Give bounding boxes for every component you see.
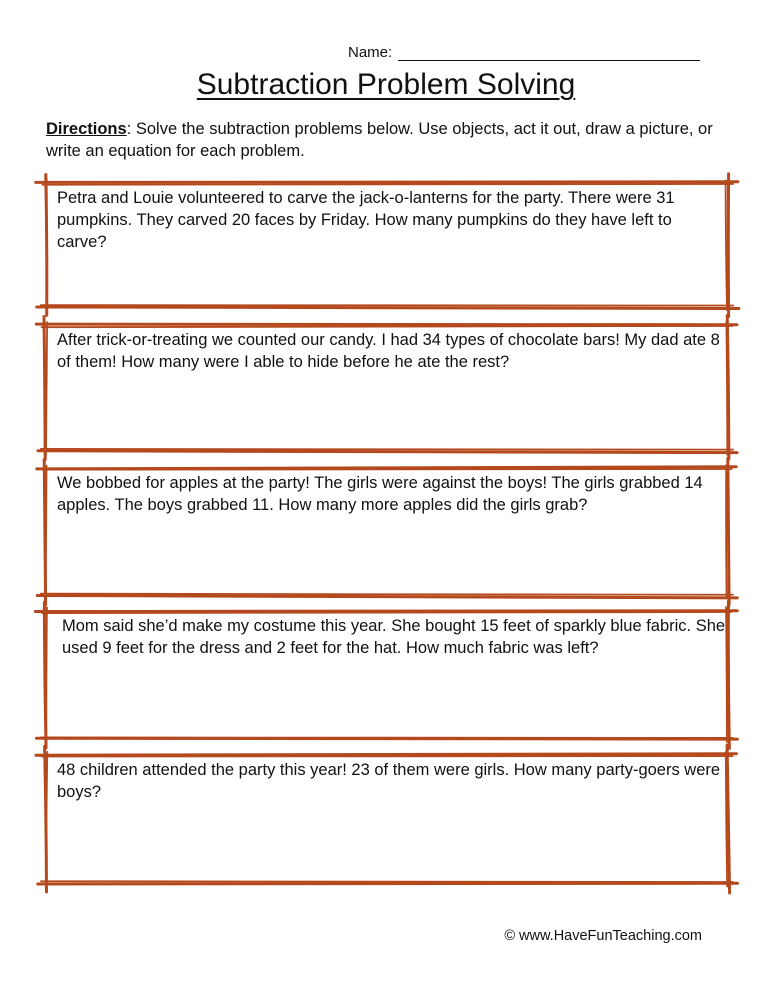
frame-stroke [37, 307, 739, 308]
frame-stroke [41, 305, 734, 306]
frame-stroke [37, 595, 737, 597]
name-line[interactable] [398, 44, 700, 61]
frame-stroke [36, 754, 737, 755]
directions [46, 118, 726, 162]
copyright-footer: © www.HaveFunTeaching.com [504, 928, 702, 944]
problem-box[interactable] [40, 463, 734, 601]
frame-stroke [43, 469, 732, 470]
frame-stroke [42, 184, 733, 185]
directions-text: : Solve the subtraction problems below. Use objects, act it out, draw a picture, or write an equation for each problem. [46, 120, 713, 160]
name-row [348, 44, 700, 61]
frame-stroke [728, 458, 729, 604]
problem-text: We bobbed for apples at the party! The girls were against the boys! The girls grabbed 14 apples. The boys grabbed 11. How many more apples did the girls grab? [57, 474, 703, 514]
name-label: Name: [348, 44, 393, 61]
problem-box[interactable] [40, 606, 734, 744]
directions-label: Directions [46, 120, 127, 138]
frame-stroke [726, 465, 727, 598]
problem-box[interactable] [40, 178, 734, 312]
problem-text: Mom said she’d make my costume this year. She bought 15 feet of sparkly blue fabric. She used 9 feet for the dress and 2 feet for the hat. How much fabric was left? [62, 617, 726, 657]
problem-text: After trick-or-treating we counted our candy. I had 34 types of chocolate bars! My dad ate 8 of them! How many were I able to hide before he ate the rest? [57, 331, 720, 371]
frame-stroke [46, 607, 47, 743]
frame-stroke [36, 324, 737, 325]
frame-stroke [726, 321, 727, 454]
frame-stroke [41, 594, 733, 595]
problem-text: Petra and Louie volunteered to carve the jack-o-lanterns for the party. There were 31 pumpkins. They carved 20 faces by Friday. How many pumpkins do they have left to carve? [57, 189, 675, 251]
frame-stroke [42, 612, 731, 613]
problem-text: 48 children attended the party this year! 23 of them were girls. How many party-goers were boys? [57, 761, 721, 801]
frame-stroke [41, 449, 733, 450]
problem-box[interactable] [40, 750, 734, 888]
problem-box[interactable] [40, 320, 734, 456]
frame-stroke [38, 883, 738, 884]
frame-stroke [46, 466, 47, 600]
frame-stroke [41, 881, 733, 882]
frame-stroke [38, 451, 737, 453]
frame-stroke [726, 180, 727, 310]
frame-stroke [44, 316, 45, 459]
frame-stroke [36, 182, 738, 183]
frame-stroke [42, 326, 733, 327]
frame-stroke [46, 322, 47, 454]
page-title: Subtraction Problem Solving [196, 68, 576, 101]
